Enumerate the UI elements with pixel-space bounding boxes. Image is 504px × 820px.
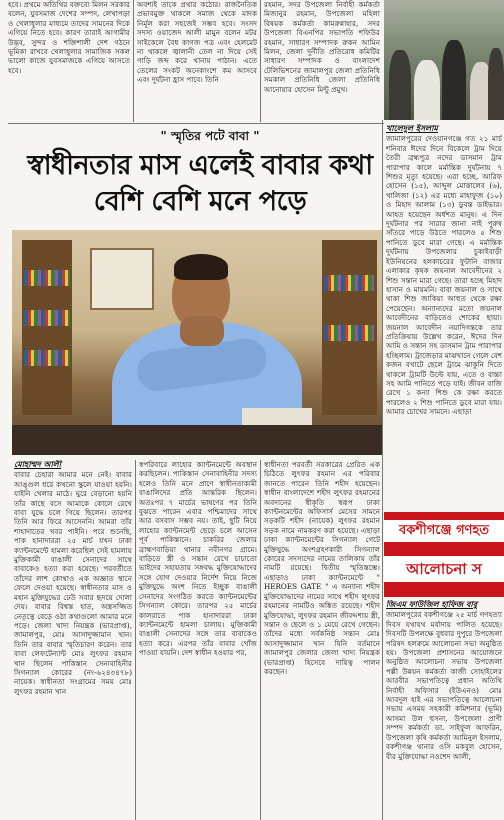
headline-line-2: বেশি বেশি মনে পড়ে [93,186,307,217]
banner-line-2: আলোচনা স [384,556,504,582]
bottom-story-text: জামালপুরের বকশীগঞ্জে ২৫ মার্চ গণহত্যা দিবস যথাযথ মর্যাদায় পালিত হয়েছে। দিবসটি উপলক্ষে বুধবার দুপুরে উপজেলা পরিষদ হলরুমে আলোচনা সভা অনুষ্ঠিত হয়। উপজেলা প্রশাসনের আয়োজনে অনুষ্ঠিত আলোচনা সভায় উপজেলা পল্লী উন্নয়ন কর্মকর্তা কাজী সোহাইলের আরবীর সভাপতিত্বে প্রধান অতিথি নির্বাহী অফিসার (ইউএনও) মোঃ আবদুল হাই এর সভাপতিত্বে আলোচনা সভায় এসময় সহকারী কমিশনার (ভূমি) আসমা উল হুসনা, উপজেলা প্রাণী সম্পদ কর্মকর্তা ডা. সাইফুল আফরিন, উপজেলা কৃষি কর্মকর্তা আমিনুল ইসলাম, বকশীগঞ্জ থানার ওসি মকবুল হোসেন, বীর মুক্তিযোদ্ধা নওশেদ আলী, [386,610,502,761]
bottom-story-column [386,600,502,820]
section-rule [8,123,384,124]
column-rule [135,460,136,820]
red-headline-banner [384,512,504,597]
right-story-column [386,124,502,509]
page-rule [382,120,383,820]
top-left-column [8,0,130,122]
crowd-photo [384,0,504,120]
column-rule [133,0,134,122]
column-rule [260,460,261,820]
article-column-2 [139,460,257,820]
article-photo [12,230,383,455]
top-middle-text: অবশ্যই তাকে প্রথার কঠোর। রাজনৈতিক প্রভাবমুক্ত থাকলে সমাজ থেকে মাদক নির্মূল করা সহজেই সম্ভব হবে। সংসদ সদস্য ওয়াজেদ আলী মামুন বলেন মটর সাইকেলে বৈধ কাগজ পত্র এবং হেলমেট না থাকলে জ্বালানী তেল না দিয়ে সেই গাড়ি জব্দ করে থানায় পাঠান। এতে তেলের সংকট অনেকাংশে কম আসবে এবং দুর্ঘটনা হ্রাস পাবে। তিনি [137,0,257,85]
top-middle-column [137,0,257,122]
article-headline [20,148,380,220]
article-column-3 [264,460,380,820]
right-story-text: জামালপুরের দেওয়ানগঞ্জে গত ২১ মার্চ শনিবার ঈদের দিনে বিকেলে ট্রাম দিয়ে তৈরী ব্রহ্মপুত্র নদের ডাসমান ট্রাম পারাপার কালে মর্মান্তিক দুর্ঘটনায় ৭ শিশুর মৃত্যু হয়েছে। এরা হচ্ছে, আরিফ হোসেন (১৫), আব্দুল মোত্তালেব (৬), খালিজা (১২) এর মধ্যে মাহাফুজ (১০) ও মিহাদ আলাম (১৩) ডুবন্ত ডাইভার। আহত হয়েছেন অর্ধশত মানুষ। এ দিন দুর্ঘটনার পর সারার জানা নাই পুরুষ সাঁতরে পাড়ে উঠতে পারলেও ৫ শিশু পানিতে ডুবে মারা গেছে। এ মর্মান্তিক দুর্ঘটনায় উপজেলার চুকাইবাড়ী ইউনিয়নের হলকাচরের ফুটানি বাজার এলাকার কৃষক জয়নাল আবেদীনের ২ শিশু সন্তান মারা গেছে। তারা হচ্ছে মিহাদ হাসান ও মায়মনি। বাবা জয়নাল ও সাথে থাকা শিশু জাকিয়া আহুত থেকে রক্ষা পেয়েছেন। অন্যান্যদের মতো জয়নাল আবেদীনের বাড়িতেও শোকের ছায়া। জয়নাল আবেদীন নয়াদিগন্তকে তার প্রতিক্রিয়ায় উল্লেখ করেন, ঈদের দিন আমি ও সন্তান সহ ডাসমান ট্রাম পারাপার হচ্ছিলাম। ট্রাজেড়ার মাঝখানে গেলে বেশ কজন বখাটে ছেলে ট্রামে ঝাকুনি দিতে থাকলে ট্রামটি উল্টে যায়, এতে ও বাচ্চা সহ আমি পানিতে পড়ে যাই। জীবন বাজি রেখে ১ কন্যা শিশু কে রক্ষা করতে পারলেও ২ শিশু পানিতে ডুবে মারা যায়। আমার চোখের সামনে। এছাড়া [386,134,502,417]
banner-line-1: বকশীগঞ্জে গণহত [384,520,504,542]
article-column-1 [14,460,132,820]
article-kicker: " স্মৃতির পটে বাবা " [160,129,260,143]
top-right-column [264,0,380,122]
top-left-text: হবে। প্রথমে অতিথির বক্তব্যে মিলন সরকার বলেন, যুবসমাজ দেশের সম্পদ, লেখাপড়া ও খেলাধুলার মাধ্যমে তাদের সামনের দিকে এগিয়ে নিতে হবে। কারণ তারাই আগামীর উদ্ভব, সুন্দর ও শক্তিশালী দেশ গঠনে ভূমিকা রাখবে খেলাধুলার সামাজিক সকল ভালো কাজে যুবসমাজকে এগিয়ে আসতে হবে। [8,0,130,75]
right-story-byline: খালেদুল ইসলাম [386,124,438,133]
top-right-text: রহমান, সদর উপজেলা নির্বাহী কর্মকর্তা মিজানুর রহমান, উপজেলা মহিলা বিষয়ক কর্মকর্তা কামরুন্নাহার, সদর উপজেলা বিএনপির সভাপতি শফিউর রহমান, সাধারণ সম্পাদক রুকন আমিন মিলন, জেলা দুর্নীতি প্রতিরোধ কমিটির সাধারণ সম্পাদক ও বাংলাদেশ টেলিভিশনের জামালপুর জেলা প্রতিনিধি সমকাল প্রতিনিধি জেলা প্রতিনিধি আনোয়ার হোসেন মিন্টু প্রমুখ। [264,0,380,94]
article-col2-text: স্বপরিবারে লাহোর ক্যান্টনমেন্টে অবস্থান করছিলেন। পাকিস্তান সেনাবাহিনীর সদস্য হলেও তিনি মনে প্রাণে স্বাধীনতাকামী বাঙালিদের প্রতি আন্তরিক ছিলেন। অতঃপর ৭ মার্চের ভাষণের পর তিনি বুঝতে পারেন এবার পশ্চিমাদের সাথে আর বসবাস সম্ভব নয়। তাই, ছুটি নিয়ে লাহোর ক্যান্টনমেন্ট ছেড়ে চলে আসেন পূর্ব পাকিস্তানে। চাকরির জেলার ব্রাহ্মণবাড়িয়া থানার নবীনগর গ্রামে। বাড়িতে স্ত্রী ও সন্তান রেখে চাচাতো ভাইদের সহায়তায় সঙ্গবদ্ধ মুক্তিযোদ্ধাদের সঙ্গে যোগ দেওয়ার নির্দেশ নিয়ে নিজে মুক্তিযুদ্ধে অংশ নিতে ইচ্ছুক বাঙালী সেনাদের সংগঠিত করতে ক্যান্টনমেন্টের সিগন্যাল কোরে। তারপর ২৫ মার্চের কালরাতে পাক হানাদাররা ঢাকা ক্যান্টনমেন্টে হামলা চালায়। মুক্তিকামী বাঙালী সেনাদের সঙ্গে তার বাবাকেও হত্যা করে। এরপর তাঁর বাবার খোঁজ পাওয়া যায়নি। দেশ স্বাধীন হওয়ার পর, [139,460,257,658]
article-col1-text: বাবার চেহারা আমার মনে নেই। বাবার আঙ্গুল ধরে কখনো স্কুলে যাওয়া হয়নি। যাইনি খেলার মাঠে। ঘুরে বেড়ানো হয়নি তাঁর কাছে বসে আমাকে কোলে রেখে বাবা যুদ্ধে চলে গিয়ে ছিলেন। তারপর তিনি আর ফিরে আসেননি। আমরা তাঁর শাহাদাতের খবর পাইনি। পরে শুনেছি, পাক হানাদাররা ২৫ মার্চ যখন ঢাকা ক্যান্টনমেন্টে হামলা করেছিল সেই হামলায় মুক্তিকামী বাঙালী সেনাদের সাথে বাবাকেও হত্যা করা হয়েছে। পরবর্তীতে তাঁদের লাশ কোথাও এক অজ্ঞাত স্থানে ফেলে দেওয়া হয়েছে। স্বাধীনতার মাস ও মহান মুক্তিযুদ্ধের ঢেউ সবার হৃদয়ে দোলা দেয়। বাবার বিশ্বস্ত হাত, অস্ত্রসজ্জিত নেতৃত্বে বেড়ে ওঠা কথাগুলো আমার মনে পড়ে। জেলা খাদ্য নিয়ন্ত্রক (ভারপ্রাপ্ত), জামালপুর, মোঃ আসাদুজ্জামান খান। তিনি তার বাবার স্মৃতিচারণ করেন। তার বাবা লেফটেন্যান্ট মোঃ লুৎফর রহমান খান ছিলেন পাকিস্তান সেনাবাহিনীর সিগন্যাল কোরের (নং-৬২৪৩৪৭৮) নায়েক। স্বাধীনতা সংগ্রামের সময় মোঃ লুৎফর রহমান খান [14,470,132,696]
article-byline: মোহাম্মদ আলী [14,460,62,469]
headline-line-1: স্বাধীনতার মাস এলেই বাবার কথা [27,150,373,181]
bottom-story-byline: জিএম ফাউজিল হাফিজ বাবু [386,600,478,609]
column-rule [260,0,261,122]
article-col3-text: স্বাধীনতা পরবর্তী সরকারের প্রেরিত এক চিঠিতে লুৎফর রহমান এর পরিবার জানতে পারেন তিনি শহীদ হয়েছেন। স্বাধীন বাংলাদেশে শহীদ লুৎফর রহমানের অবদানের স্বীকৃতি স্বরূপ ঢাকা ক্যান্টনমেন্টের অফিসার্স মেসের সামনে সড়কটি শহীদ (নায়েক) লুৎফর রহমান সড়ক নামে নামকরণ করা হয়েছে। এছাড়া ঢাকা ক্যান্টনমেন্টের সিগন্যাল গেটে মুক্তিযুদ্ধে অংশগ্রহণকারী সিগন্যাল কোরের সদস্যদের নামের তালিকায় তাঁর নামটি রয়েছে। দ্বিতীয় স্মৃতিস্তম্ভে। এছাড়াও ঢাকা ক্যান্টনমেন্টে " HEROES GATE " এ অন্যান্য শহীদ মুক্তিযোদ্ধাদের নামের সাথে শহীদ লুৎফর রহমানের নামটিও অঙ্কিত রয়েছে। শহীদ মুক্তিযোদ্ধা, লুৎফর রহমান জীবদ্দশায় স্ত্রী, সন্তান ও ছেলে ও ১ মেয়ে রেখে গেছেন। তাঁদের মধ্যে সর্বকনিষ্ঠ সন্তান মোঃ আসাদুজ্জামান খান যিনি বর্তমানে জামালপুর জেলার জেলা খাদ্য নিয়ন্ত্রক (ভারপ্রাপ্ত) হিসেবে দায়িত্ব পালন করছেন। [264,460,380,676]
